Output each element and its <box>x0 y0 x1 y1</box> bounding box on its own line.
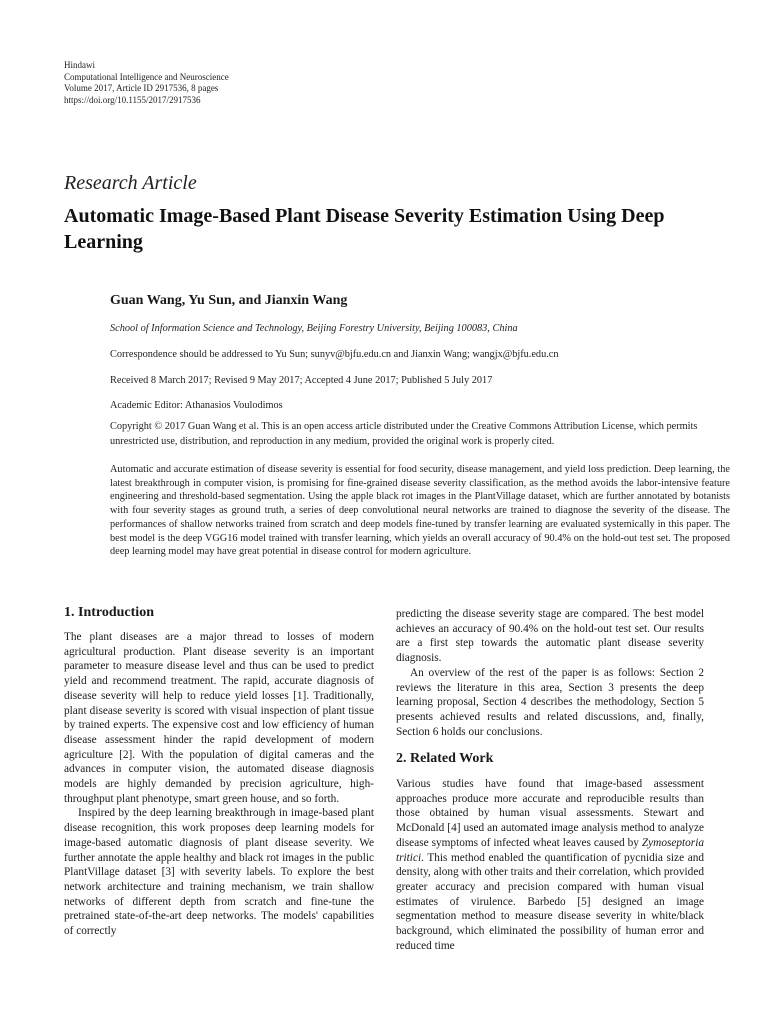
right-column-top <box>396 607 704 739</box>
academic-editor: Academic Editor: Athanasios Voulodimos <box>110 400 283 411</box>
doi-link[interactable]: https://doi.org/10.1155/2017/2917536 <box>64 94 201 105</box>
publication-dates: Received 8 March 2017; Revised 9 May 2017; Accepted 4 June 2017; Published 5 July 2017 <box>110 375 493 386</box>
paragraph: Inspired by the deep learning breakthrough in image-based plant disease recognition, this work proposes deep learning models for image-based automatic diagnosis of plant disease severity. We further annotate the apple healthy and black rot images in the public PlantVillage dataset [3] with severity labels. To explore the best network architecture and training mechanism, we train shallow networks of different depth from scratch and fine-tune the pretrained state-of-the-art deep networks. The models' capabilities of correctly <box>64 807 374 938</box>
species-name: Zymoseptoria tritici <box>396 836 704 864</box>
abstract: Automatic and accurate estimation of disease severity is essential for food security, disease management, and yield loss prediction. Deep learning, the latest breakthrough in computer vision, is promising for fine-grained disease severity classification, as the method avoids the labor-intensive feature engineering and threshold-based segmentation. Using the apple black rot images in the PlantVillage dataset, which are further annotated by botanists with four severity stages as ground truth, a series of deep convolutional neural networks are trained to diagnose the severity of the disease. The performances of shallow networks trained from scratch and deep models fine-tuned by transfer learning are evaluated systemically in this paper. The best model is the deep VGG16 model trained with transfer learning, which yields an overall accuracy of 90.4% on the hold-out test set. The proposed deep learning model may have great potential in disease control for modern agriculture. <box>110 464 730 558</box>
journal-header <box>64 60 229 106</box>
copyright-notice: Copyright © 2017 Guan Wang et al. This is an open access article distributed under the Creative Commons Attribution License, which permits unrestricted use, distribution, and reproduction in any medium, provided the original work is properly cited. <box>110 421 698 447</box>
correspondence: Correspondence should be addressed to Yu Sun; sunyv@bjfu.edu.cn and Jianxin Wang; wangjx@bjfu.edu.cn <box>110 349 559 360</box>
paragraph: An overview of the rest of the paper is as follows: Section 2 reviews the literature in this area, Section 3 presents the deep learning proposal, Section 4 describes the methodology, Section 5 presents achieved results and related discussions, and, finally, Section 6 holds our conclusions. <box>396 666 704 738</box>
paper-title: Automatic Image-Based Plant Disease Severity Estimation Using Deep Learning <box>64 205 665 253</box>
left-column <box>64 630 374 939</box>
section-title-introduction: 1. Introduction <box>64 605 154 620</box>
paragraph-text: . This method enabled the quantification of pycnidia size and density, along with other traits and their correlation, which provided greater accuracy and precision compared with human visual estimates of virulence. Barbedo [5] designed an image segmentation method to measure disease severity in white/black background, which eliminated the possibility of human error and reduced time <box>396 851 704 952</box>
authors: Guan Wang, Yu Sun, and Jianxin Wang <box>110 293 348 308</box>
volume-info: Volume 2017, Article ID 2917536, 8 pages <box>64 83 219 93</box>
right-column-bottom <box>396 777 704 953</box>
paragraph <box>396 777 704 953</box>
publisher-name: Hindawi <box>64 60 95 70</box>
section-title-related-work: 2. Related Work <box>396 751 494 766</box>
journal-name: Computational Intelligence and Neuroscience <box>64 71 229 82</box>
affiliation: School of Information Science and Technology, Beijing Forestry University, Beijing 100083, China <box>110 323 518 334</box>
paragraph-text: Various studies have found that image-based assessment approaches produce more accurate and reproducible results than those obtained by human visual assessments. Stewart and McDonald [4] used an automated image analysis method to analyze disease symptoms of infected wheat leaves caused by <box>396 778 704 849</box>
article-type: Research Article <box>64 172 197 194</box>
paragraph: The plant diseases are a major thread to losses of modern agricultural production. Plant disease severity is an important parameter to measure disease level and thus can be used to predict yield and recommend treatment. The rapid, accurate diagnosis of disease severity will help to reduce yield losses [1]. Traditionally, plant disease severity is scored with visual inspection of plant tissue by trained experts. The expensive cost and low efficiency of human disease assessment hinder the rapid development of modern agriculture [2]. With the population of digital cameras and the advances in computer vision, the automated disease diagnosis models are highly demanded by precision agriculture, high-throughput plant phenotype, smart green house, and so forth. <box>64 631 374 805</box>
paragraph: predicting the disease severity stage are compared. The best model achieves an accuracy of 90.4% on the hold-out test set. Our results are a first step towards the automatic plant disease severity diagnosis. <box>396 608 704 665</box>
